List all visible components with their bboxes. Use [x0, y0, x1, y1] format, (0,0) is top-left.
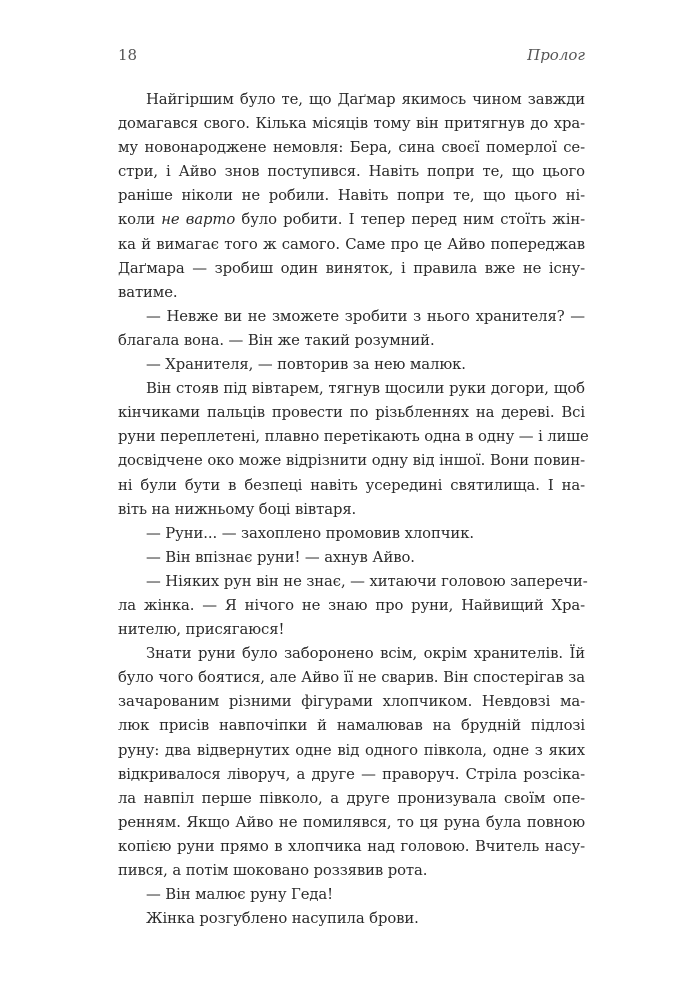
text-line	[118, 474, 585, 498]
line-text: віть на нижньому боці вівтаря.	[118, 500, 357, 518]
running-head: Пролог	[527, 46, 585, 64]
line-text: му новонароджене немовля: Бера, сина своєї померлої се-	[118, 139, 585, 157]
text-line	[118, 377, 585, 401]
emphasis-text: не варто	[161, 211, 236, 229]
text-line	[118, 618, 585, 642]
text-line	[118, 112, 585, 136]
line-text: руну: два відвернутих одне від одного півкола, одне з яких	[118, 741, 585, 759]
line-text: Найгіршим було те, що Даґмар якимось чином завжди	[146, 91, 585, 108]
line-text: ка й вимагає того ж самого. Саме про це Айво попереджав	[118, 235, 585, 253]
text-line	[118, 907, 585, 931]
line-text: благала вона. — Він же такий розумний.	[118, 331, 435, 349]
text-line	[118, 859, 585, 883]
line-text: Він стояв під вівтарем, тягнув щосили руки догори, щоб	[146, 380, 585, 398]
text-line	[118, 257, 585, 281]
text-line	[118, 498, 585, 522]
body-text	[118, 88, 589, 931]
text-line	[118, 353, 585, 377]
text-line	[118, 570, 588, 594]
text-line	[118, 594, 585, 618]
line-text: зачарованим різними фігурами хлопчиком. Невдовзі ма-	[118, 693, 585, 711]
text-line	[118, 160, 585, 184]
text-line	[118, 401, 585, 425]
line-text: ла навпіл перше півколо, а друге пронизувала своїм опе-	[118, 789, 585, 807]
text-line	[118, 883, 585, 907]
text-line	[118, 208, 585, 232]
line-text: стри, і Айво знов поступився. Навіть попри те, що цього	[118, 163, 585, 181]
line-text: ла жінка. — Я нічого не знаю про руни, Найвищий Хра-	[118, 596, 585, 614]
text-line	[118, 811, 585, 835]
text-line	[118, 787, 585, 811]
text-line	[118, 329, 585, 353]
line-text: руни переплетені, плавно перетікають одна в одну — і лише	[118, 428, 589, 446]
line-text: коли	[118, 211, 162, 229]
line-text: Даґмара — зробиш один виняток, і правила вже не існу-	[118, 259, 585, 277]
line-text: досвідчене око може відрізнити одну від іншої. Вони повин-	[118, 452, 585, 470]
line-text: — Хранителя, — повторив за нею малюк.	[146, 356, 466, 374]
text-line	[118, 88, 585, 112]
text-line	[118, 763, 585, 787]
text-line	[118, 233, 585, 257]
line-text: кінчиками пальців провести по різьбленнях на дереві. Всі	[118, 404, 585, 422]
text-line	[118, 835, 585, 859]
text-line	[118, 281, 585, 305]
line-text: домагався свого. Кілька місяців тому він притягнув до хра-	[118, 115, 585, 133]
text-line	[118, 642, 585, 666]
line-text: було робити. І тепер перед ним стоїть жін-	[235, 211, 585, 229]
text-line	[118, 425, 589, 449]
text-line	[118, 305, 585, 329]
line-text: ні були бути в безпеці навіть усередині святилища. І на-	[118, 476, 585, 494]
line-text: Жінка розгублено насупила брови.	[146, 910, 419, 928]
line-text: — Він впізнає руни! — ахнув Айво.	[146, 548, 415, 566]
text-line	[118, 739, 585, 763]
line-text: було чого боятися, але Айво її не сварив. Він спостерігав за	[118, 669, 585, 687]
line-text: ватиме.	[118, 283, 178, 301]
line-text: раніше ніколи не робили. Навіть попри те, що цього ні-	[118, 187, 585, 205]
line-text: — Руни... — захоплено промовив хлопчик.	[146, 524, 474, 542]
line-text: — Він малює руну Геда!	[146, 886, 333, 904]
text-line	[118, 449, 585, 473]
line-text: відкривалося ліворуч, а друге — праворуч. Стріла розсіка-	[118, 765, 585, 783]
line-text: — Ніяких рун він не знає, — хитаючи головою заперечи-	[146, 572, 588, 590]
text-line	[118, 546, 585, 570]
text-line	[118, 714, 585, 738]
text-line	[118, 136, 585, 160]
line-text: копією руни прямо в хлопчика над головою. Вчитель насу-	[118, 837, 585, 855]
line-text: нителю, присягаюся!	[118, 621, 285, 639]
line-text: люк присів навпочіпки й намалював на брудній підлозі	[118, 717, 585, 735]
line-text: Знати руни було заборонено всім, окрім хранителів. Їй	[146, 645, 585, 663]
line-text: — Невже ви не зможете зробити з нього хранителя? —	[146, 307, 585, 325]
line-text: ренням. Якщо Айво не помилявся, то ця руна була повною	[118, 813, 585, 831]
text-line	[118, 184, 585, 208]
text-line	[118, 690, 585, 714]
page-number: 18	[118, 46, 138, 64]
text-line	[118, 666, 585, 690]
line-text: пився, а потім шоковано роззявив рота.	[118, 862, 428, 879]
text-line	[118, 522, 585, 546]
